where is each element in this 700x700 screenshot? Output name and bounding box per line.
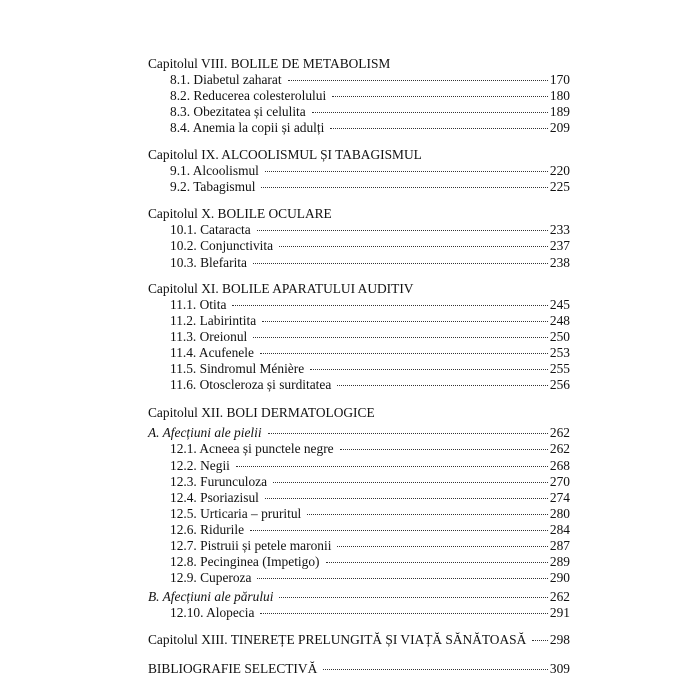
entry-page: 290 [549,570,570,585]
dot-leader [236,466,548,467]
entry-label: 12.4. Psoriazisul [170,490,259,505]
toc-entry [170,312,570,329]
chapter-title: Capitolul XII. BOLI DERMATOLOGICE [148,405,375,420]
toc-entry [170,360,570,377]
entry-label: 9.2. Tabagismul [170,179,256,194]
entry-label: 9.1. Alcoolismul [170,163,259,178]
dot-leader [337,546,547,547]
dot-leader [273,482,548,483]
chapter-title: Capitolul IX. ALCOOLISMUL ȘI TABAGISMUL [148,147,422,162]
toc-entry [170,473,570,490]
dot-leader [532,640,548,641]
toc-entry [170,296,570,313]
dot-leader [265,498,548,499]
entry-page: 253 [549,345,570,360]
entry-label: 8.1. Diabetul zaharat [170,72,282,87]
entry-label: 8.3. Obezitatea și celulita [170,104,306,119]
toc-entry [170,344,570,361]
entry-label: 8.2. Reducerea colesterolului [170,88,327,103]
toc-entry [170,537,570,554]
entry-page: 250 [549,329,570,344]
toc-entry [170,103,570,120]
toc-chapter-entry [148,631,570,648]
dot-leader [323,669,548,670]
chapter-title: Capitolul X. BOLILE OCULARE [148,206,332,221]
entry-page: 237 [549,238,570,253]
dot-leader [257,230,548,231]
entry-page: 245 [549,297,570,312]
entry-page: 289 [549,554,570,569]
entry-page: 220 [549,163,570,178]
chapter-heading [148,404,375,421]
dot-leader [262,321,548,322]
toc-entry [170,521,570,538]
entry-page: 270 [549,474,570,489]
dot-leader [279,597,547,598]
entry-label: 8.4. Anemia la copii și adulți [170,120,325,135]
dot-leader [265,171,548,172]
toc-entry [170,119,570,136]
toc-entry [170,328,570,345]
section-label: A. Afecțiuni ale pielii [148,425,262,440]
entry-page: 262 [549,441,570,456]
entry-label: 11.5. Sindromul Ménière [170,361,305,376]
toc-entry [170,457,570,474]
entry-page: 291 [549,605,570,620]
toc-entry [170,376,570,393]
toc-entry [170,237,570,254]
entry-label: 12.2. Negii [170,458,230,473]
dot-leader [253,337,548,338]
entry-page: 280 [549,506,570,521]
entry-page: 209 [549,120,570,135]
entry-page: 189 [549,104,570,119]
dot-leader [337,385,548,386]
toc-entry [170,604,570,621]
chapter-heading [148,205,332,222]
chapter-heading [148,280,413,297]
entry-page: 233 [549,222,570,237]
dot-leader [312,112,548,113]
toc-entry [170,221,570,238]
entry-label: 10.1. Cataracta [170,222,251,237]
dot-leader [340,449,548,450]
entry-label: 12.9. Cuperoza [170,570,252,585]
entry-page: 180 [549,88,570,103]
entry-label: 12.8. Pecinginea (Impetigo) [170,554,320,569]
dot-leader [257,578,547,579]
entry-label: 12.6. Ridurile [170,522,245,537]
entry-label: 11.1. Otita [170,297,227,312]
entry-label: 12.7. Pistruii și petele maronii [170,538,332,553]
dot-leader [261,187,547,188]
toc-entry [170,505,570,522]
entry-page: 238 [549,255,570,270]
toc-entry [170,440,570,457]
toc-entry [170,553,570,570]
chapter-title: Capitolul XI. BOLILE APARATULUI AUDITIV [148,281,414,296]
entry-page: 284 [549,522,570,537]
section-page: 262 [549,425,570,440]
dot-leader [326,562,548,563]
dot-leader [260,613,547,614]
section-label: B. Afecțiuni ale părului [148,589,274,604]
toc-section [148,588,570,605]
entry-page: 255 [549,361,570,376]
dot-leader [268,433,548,434]
entry-label: 12.5. Urticaria – pruritul [170,506,302,521]
entry-label: 10.2. Conjunctivita [170,238,274,253]
chapter-page: 298 [549,632,570,647]
entry-label: 11.4. Acufenele [170,345,254,360]
chapter-heading [148,55,390,72]
chapter-heading [148,146,422,163]
entry-page: 287 [549,538,570,553]
dot-leader [260,353,548,354]
toc-section [148,424,570,441]
toc-entry [170,569,570,586]
bibliography-title: BIBLIOGRAFIE SELECTIVĂ [148,661,318,676]
dot-leader [307,514,548,515]
entry-label: 12.10. Alopecia [170,605,255,620]
dot-leader [310,369,548,370]
dot-leader [253,263,548,264]
entry-label: 11.6. Otoscleroza și surditatea [170,377,332,392]
entry-label: 12.3. Furunculoza [170,474,268,489]
toc-entry [170,162,570,179]
entry-label: 12.1. Acneea și punctele negre [170,441,334,456]
entry-page: 248 [549,313,570,328]
section-page: 262 [549,589,570,604]
entry-page: 170 [549,72,570,87]
entry-page: 268 [549,458,570,473]
entry-label: 11.3. Oreionul [170,329,248,344]
dot-leader [279,246,548,247]
toc-entry [170,489,570,506]
entry-label: 11.2. Labirintita [170,313,257,328]
dot-leader [332,96,548,97]
chapter-title: Capitolul XIII. TINEREȚE PRELUNGITĂ ȘI VIAȚĂ SĂNĂTOASĂ [148,632,527,647]
dot-leader [250,530,548,531]
dot-leader [232,305,547,306]
chapter-page: 309 [549,661,570,676]
entry-page: 225 [549,179,570,194]
dot-leader [330,128,548,129]
entry-label: 10.3. Blefarita [170,255,247,270]
dot-leader [288,80,548,81]
toc-entry [170,71,570,88]
toc-chapter-entry [148,660,570,677]
toc-entry [170,254,570,271]
toc-entry [170,178,570,195]
chapter-title: Capitolul VIII. BOLILE DE METABOLISM [148,56,391,71]
toc-entry [170,87,570,104]
entry-page: 274 [549,490,570,505]
entry-page: 256 [549,377,570,392]
